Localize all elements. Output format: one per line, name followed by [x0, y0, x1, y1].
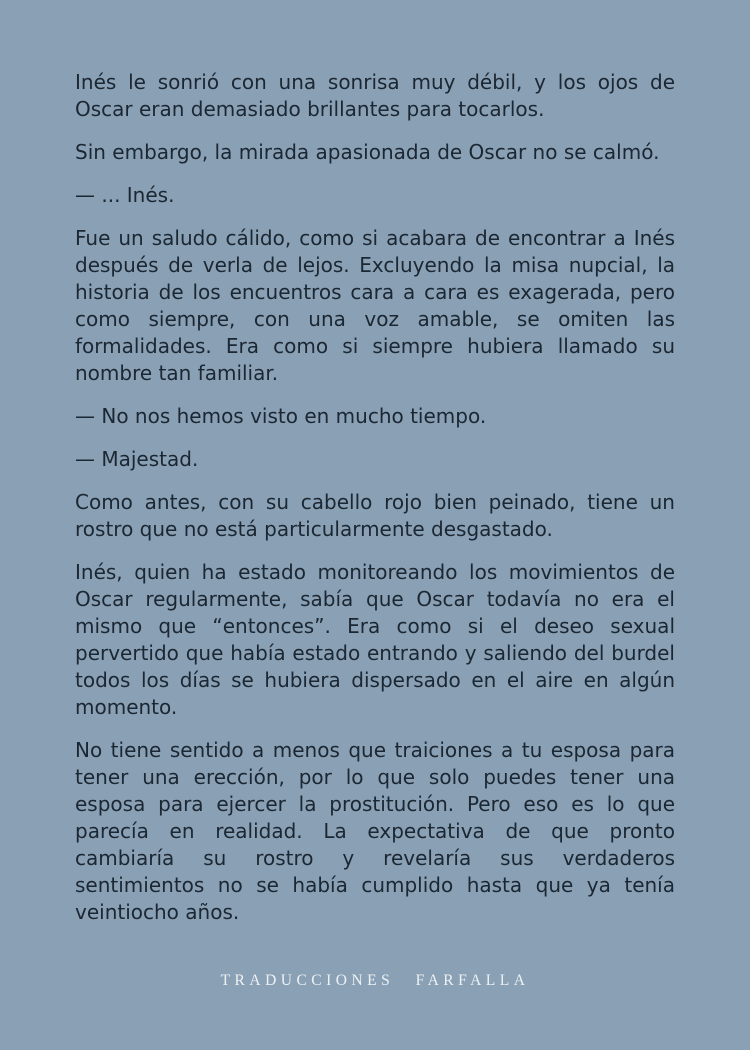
paragraph: No tiene sentido a menos que traiciones a tu esposa para tener una erección, por lo que solo puedes tener una esposa para ejercer la prostitución. Pero eso es lo que parecía en realidad. La expectativa de que pronto cambiaría su rostro y revelaría sus verdaderos sentimientos no se había cumplido hasta que ya tenía veintiocho años.	[75, 738, 675, 924]
dialogue-line: — ... Inés.	[75, 183, 175, 207]
translator-credit: TRADUCCIONES FARFALLA	[220, 972, 530, 989]
paragraph: Fue un saludo cálido, como si acabara de encontrar a Inés después de verla de lejos. Excluyendo la misa nupcial, la historia de los encuentros cara a cara es exagerada, pero como siempre, con una voz amable, se omiten las formalidades. Era como si siempre hubiera llamado su nombre tan familiar.	[75, 226, 675, 385]
paragraph: Como antes, con su cabello rojo bien peinado, tiene un rostro que no está particularmente desgastado.	[75, 490, 675, 541]
paragraph: Inés le sonrió con una sonrisa muy débil, y los ojos de Oscar eran demasiado brillantes para tocarlos.	[75, 70, 675, 121]
dialogue-line: — Majestad.	[75, 447, 199, 471]
paragraph: Sin embargo, la mirada apasionada de Oscar no se calmó.	[75, 140, 660, 164]
text-content	[75, 69, 675, 942]
dialogue-line: — No nos hemos visto en mucho tiempo.	[75, 404, 487, 428]
paragraph: Inés, quien ha estado monitoreando los movimientos de Oscar regularmente, sabía que Oscar todavía no era el mismo que “entonces”. Era como si el deseo sexual pervertido que había estado entrando y saliendo del burdel todos los días se hubiera dispersado en el aire en algún momento.	[75, 560, 675, 719]
